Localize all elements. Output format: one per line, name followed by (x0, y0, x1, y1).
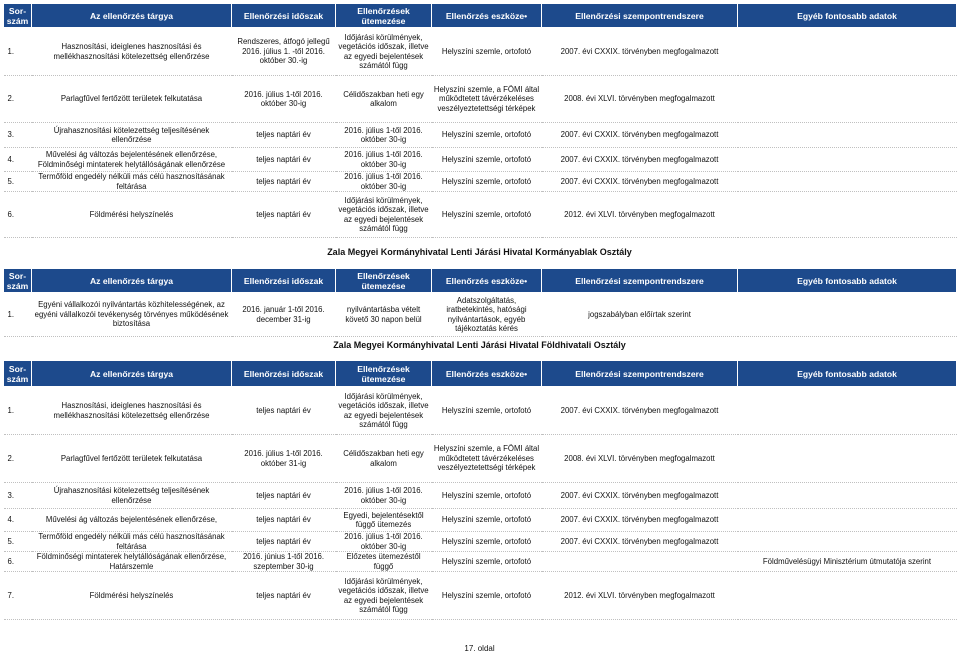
table-1 (3, 3, 957, 238)
row-number: 2. (4, 76, 32, 123)
cell-utemezes: Időjárási körülmények, vegetációs időszak, illetve az egyedi bejelentések számától függ (336, 572, 432, 620)
header-szempont: Ellenőrzési szempontrendszere (542, 361, 738, 387)
cell-utemezes: Időjárási körülmények, vegetációs időszak, illetve az egyedi bejelentések számától függ (336, 28, 432, 76)
cell-egyeb (738, 483, 957, 509)
table-row (4, 483, 957, 509)
cell-egyeb (738, 192, 957, 238)
header-eszkoze: Ellenőrzés eszköze• (432, 4, 542, 28)
cell-idoszak: 2016. július 1-től 2016. október 30-ig (232, 76, 336, 123)
cell-utemezes: 2016. július 1-től 2016. október 30-ig (336, 532, 432, 552)
cell-idoszak: teljes naptári év (232, 123, 336, 148)
cell-targya: Termőföld engedély nélküli más célú hasznosításának feltárása (32, 172, 232, 192)
header-row (4, 269, 957, 293)
cell-utemezes: 2016. július 1-től 2016. október 30-ig (336, 483, 432, 509)
cell-egyeb (738, 76, 957, 123)
cell-egyeb (738, 532, 957, 552)
cell-szempont: 2012. évi XLVI. törvényben megfogalmazott (542, 192, 738, 238)
cell-targya: Újrahasznosítási kötelezettség teljesítésének ellenőrzése (32, 123, 232, 148)
cell-targya: Művelési ág változás bejelentésének ellenőrzése, Földminőségi mintaterek helytállóságának ellenőrzése (32, 148, 232, 172)
header-targya: Az ellenőrzés tárgya (32, 269, 232, 293)
cell-utemezes: Időjárási körülmények, vegetációs időszak, illetve az egyedi bejelentések számától függ (336, 192, 432, 238)
header-idoszak: Ellenőrzési időszak (232, 361, 336, 387)
cell-targya: Parlagfűvel fertőzött területek felkutatása (32, 76, 232, 123)
table-row (4, 387, 957, 435)
cell-idoszak: teljes naptári év (232, 572, 336, 620)
cell-idoszak: Rendszeres, átfogó jellegű 2016. július 1. -től 2016. október 30.-ig (232, 28, 336, 76)
cell-szempont: 2007. évi CXXIX. törvényben megfogalmazott (542, 483, 738, 509)
table-2 (3, 268, 957, 337)
cell-szempont: 2007. évi CXXIX. törvényben megfogalmazott (542, 148, 738, 172)
cell-egyeb (738, 148, 957, 172)
header-eszkoze: Ellenőrzés eszköze• (432, 269, 542, 293)
cell-targya: Parlagfűvel fertőzött területek felkutatása (32, 435, 232, 483)
row-number: 2. (4, 435, 32, 483)
row-number: 4. (4, 148, 32, 172)
cell-szempont: 2007. évi CXXIX. törvényben megfogalmazott (542, 28, 738, 76)
header-szempont: Ellenőrzési szempontrendszere (542, 269, 738, 293)
cell-idoszak: teljes naptári év (232, 483, 336, 509)
table-row (4, 76, 957, 123)
cell-idoszak: 2016. június 1-től 2016. szeptember 30-ig (232, 552, 336, 572)
row-number: 5. (4, 172, 32, 192)
cell-egyeb (738, 293, 957, 337)
header-egyeb: Egyéb fontosabb adatok (738, 269, 957, 293)
cell-eszkoze: Helyszíni szemle, ortofotó (432, 532, 542, 552)
cell-egyeb (738, 572, 957, 620)
row-number: 3. (4, 483, 32, 509)
cell-targya: Földmérési helyszínelés (32, 572, 232, 620)
cell-targya: Művelési ág változás bejelentésének ellenőrzése, (32, 509, 232, 532)
row-number: 1. (4, 293, 32, 337)
row-number: 3. (4, 123, 32, 148)
cell-szempont: 2007. évi CXXIX. törvényben megfogalmazott (542, 509, 738, 532)
cell-utemezes: 2016. július 1-től 2016. október 30-ig (336, 148, 432, 172)
header-utemezes: Ellenőrzések ütemezése (336, 4, 432, 28)
section-title-foldhivatal: Zala Megyei Kormányhivatal Lenti Járási Hivatal Földhivatali Osztály (333, 340, 626, 350)
cell-egyeb (738, 123, 957, 148)
row-number: 7. (4, 572, 32, 620)
cell-utemezes: Egyedi, bejelentésektől függő ütemezés (336, 509, 432, 532)
cell-eszkoze: Helyszíni szemle, ortofotó (432, 483, 542, 509)
row-number: 6. (4, 192, 32, 238)
cell-utemezes: Előzetes ütemezéstől függő (336, 552, 432, 572)
cell-targya: Termőföld engedély nélküli más célú hasznosításának feltárása (32, 532, 232, 552)
table-row (4, 148, 957, 172)
header-sorszam: Sor-szám (4, 269, 32, 293)
row-number: 6. (4, 552, 32, 572)
header-sorszam: Sor-szám (4, 4, 32, 28)
page-number: 17. oldal (464, 644, 495, 653)
header-idoszak: Ellenőrzési időszak (232, 4, 336, 28)
table-row (4, 532, 957, 552)
cell-idoszak: teljes naptári év (232, 172, 336, 192)
table-row (4, 172, 957, 192)
table-row (4, 192, 957, 238)
table-row (4, 28, 957, 76)
cell-eszkoze: Helyszíni szemle, ortofotó (432, 572, 542, 620)
cell-egyeb (738, 435, 957, 483)
cell-targya: Egyéni vállalkozói nyilvántartás közhitelességének, az egyéni vállalkozói tevékenység törvényes működésének biztosítása (32, 293, 232, 337)
cell-eszkoze: Helyszíni szemle, ortofotó (432, 509, 542, 532)
table-row (4, 123, 957, 148)
header-utemezes: Ellenőrzések ütemezése (336, 361, 432, 387)
header-szempont: Ellenőrzési szempontrendszere (542, 4, 738, 28)
header-egyeb: Egyéb fontosabb adatok (738, 4, 957, 28)
cell-szempont: 2007. évi CXXIX. törvényben megfogalmazott (542, 387, 738, 435)
cell-idoszak: teljes naptári év (232, 532, 336, 552)
cell-idoszak: teljes naptári év (232, 192, 336, 238)
cell-eszkoze: Helyszíni szemle, ortofotó (432, 387, 542, 435)
table-row (4, 293, 957, 337)
header-idoszak: Ellenőrzési időszak (232, 269, 336, 293)
table-3 (3, 360, 957, 620)
cell-egyeb (738, 172, 957, 192)
header-egyeb: Egyéb fontosabb adatok (738, 361, 957, 387)
cell-egyeb (738, 387, 957, 435)
cell-targya: Újrahasznosítási kötelezettség teljesítésének ellenőrzése (32, 483, 232, 509)
cell-eszkoze: Helyszíni szemle, ortofotó (432, 148, 542, 172)
cell-targya: Hasznosítási, ideiglenes hasznosítási és mellékhasznosítási kötelezettség ellenőrzése (32, 28, 232, 76)
cell-szempont: 2007. évi CXXIX. törvényben megfogalmazott (542, 172, 738, 192)
row-number: 1. (4, 387, 32, 435)
cell-eszkoze: Helyszíni szemle, a FÖMI által működtetett távérzékeléses veszélyeztetettségi térképek (432, 435, 542, 483)
cell-utemezes: Célidőszakban heti egy alkalom (336, 435, 432, 483)
table-row (4, 572, 957, 620)
cell-eszkoze: Helyszíni szemle, ortofotó (432, 172, 542, 192)
cell-szempont (542, 552, 738, 572)
header-sorszam: Sor-szám (4, 361, 32, 387)
cell-eszkoze: Helyszíni szemle, a FÖMI által működtetett távérzékeléses veszélyeztetettségi térképek (432, 76, 542, 123)
cell-eszkoze: Helyszíni szemle, ortofotó (432, 552, 542, 572)
cell-utemezes: Időjárási körülmények, vegetációs időszak, illetve az egyedi bejelentések számától függ (336, 387, 432, 435)
cell-utemezes: 2016. július 1-től 2016. október 30-ig (336, 172, 432, 192)
cell-idoszak: 2016. július 1-től 2016. október 31-ig (232, 435, 336, 483)
cell-utemezes: nyilvántartásba vételt követő 30 napon belül (336, 293, 432, 337)
cell-egyeb: Földművelésügyi Minisztérium útmutatója szerint (738, 552, 957, 572)
header-targya: Az ellenőrzés tárgya (32, 361, 232, 387)
cell-utemezes: Célidőszakban heti egy alkalom (336, 76, 432, 123)
cell-egyeb (738, 28, 957, 76)
section-title-kormanyablak: Zala Megyei Kormányhivatal Lenti Járási Hivatal Kormányablak Osztály (327, 247, 632, 257)
table-row (4, 509, 957, 532)
cell-egyeb (738, 509, 957, 532)
row-number: 4. (4, 509, 32, 532)
cell-szempont: 2008. évi XLVI. törvényben megfogalmazott (542, 76, 738, 123)
header-targya: Az ellenőrzés tárgya (32, 4, 232, 28)
cell-eszkoze: Helyszíni szemle, ortofotó (432, 28, 542, 76)
cell-eszkoze: Helyszíni szemle, ortofotó (432, 192, 542, 238)
cell-szempont: jogszabályban előírtak szerint (542, 293, 738, 337)
cell-szempont: 2007. évi CXXIX. törvényben megfogalmazott (542, 532, 738, 552)
cell-szempont: 2012. évi XLVI. törvényben megfogalmazott (542, 572, 738, 620)
cell-eszkoze: Helyszíni szemle, ortofotó (432, 123, 542, 148)
cell-idoszak: teljes naptári év (232, 509, 336, 532)
cell-szempont: 2008. évi XLVI. törvényben megfogalmazott (542, 435, 738, 483)
cell-idoszak: teljes naptári év (232, 387, 336, 435)
cell-idoszak: 2016. január 1-től 2016. december 31-ig (232, 293, 336, 337)
header-utemezes: Ellenőrzések ütemezése (336, 269, 432, 293)
header-eszkoze: Ellenőrzés eszköze• (432, 361, 542, 387)
table-row (4, 552, 957, 572)
cell-targya: Földmérési helyszínelés (32, 192, 232, 238)
cell-targya: Földminőségi mintaterek helytállóságának ellenőrzése, Határszemle (32, 552, 232, 572)
cell-utemezes: 2016. július 1-től 2016. október 30-ig (336, 123, 432, 148)
cell-eszkoze: Adatszolgáltatás, iratbetekintés, hatósági nyilvántartások, egyéb tájékoztatás kérés (432, 293, 542, 337)
cell-idoszak: teljes naptári év (232, 148, 336, 172)
header-row (4, 4, 957, 28)
table-row (4, 435, 957, 483)
row-number: 5. (4, 532, 32, 552)
cell-targya: Hasznosítási, ideiglenes hasznosítási és mellékhasznosítási kötelezettség ellenőrzése (32, 387, 232, 435)
header-row (4, 361, 957, 387)
row-number: 1. (4, 28, 32, 76)
cell-szempont: 2007. évi CXXIX. törvényben megfogalmazott (542, 123, 738, 148)
